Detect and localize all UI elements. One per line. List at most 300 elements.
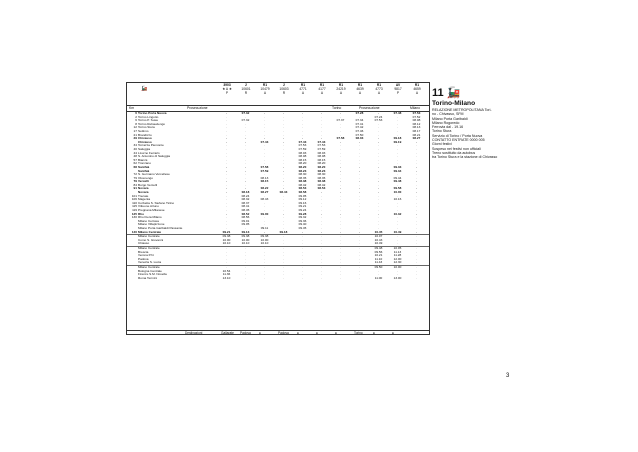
time-cell: · — [244, 264, 247, 269]
time-cell: · — [244, 168, 247, 173]
time-cell: · — [358, 260, 361, 265]
train-note: A — [320, 90, 324, 95]
time-cell: · — [225, 132, 228, 137]
time-cell: 08.27 — [260, 190, 269, 195]
time-cell: · — [415, 197, 418, 202]
km-cell: 34 — [133, 143, 137, 148]
time-cell: · — [377, 179, 380, 184]
km-cell: 125 — [131, 211, 137, 216]
route-note: Servizio di Torino / Porta Nuova — [432, 133, 483, 138]
time-cell: · — [320, 190, 323, 195]
time-cell: · — [415, 157, 418, 162]
time-cell: · — [358, 249, 361, 254]
time-cell: · — [358, 241, 361, 246]
time-cell: · — [263, 200, 266, 205]
time-cell: · — [339, 260, 342, 265]
train-category: R1 — [319, 83, 325, 87]
time-cell: 07.58 — [260, 164, 269, 169]
time-cell: · — [263, 114, 266, 119]
time-cell: · — [415, 215, 418, 220]
train-category: 2 — [245, 83, 247, 87]
route-note: Giorni festivi — [432, 142, 452, 147]
time-cell: · — [415, 146, 418, 151]
time-cell: 09.00 — [260, 211, 269, 216]
time-cell: · — [320, 136, 323, 141]
time-cell: · — [415, 234, 418, 239]
km-cell: 110 — [132, 200, 137, 205]
time-cell: 08.18 — [241, 190, 250, 195]
time-cell: · — [244, 275, 247, 280]
km-cell: 140 — [131, 229, 137, 234]
destination-cell: Torino — [354, 331, 363, 335]
time-cell: · — [282, 136, 285, 141]
time-cell: · — [282, 268, 285, 273]
time-cell: 07.43 — [260, 139, 269, 144]
time-cell: · — [282, 275, 285, 280]
station-name: Vittuone Arluno — [138, 205, 159, 209]
time-cell: · — [263, 253, 266, 258]
time-cell: · — [320, 229, 323, 234]
time-cell: · — [244, 150, 247, 155]
destination-cell: Padova — [278, 331, 289, 335]
train-note: R — [244, 90, 248, 95]
time-cell: · — [415, 264, 418, 269]
time-cell: 09.38 — [260, 234, 269, 239]
time-cell: · — [339, 168, 342, 173]
time-cell: · — [263, 229, 266, 234]
time-cell: 09.19 — [393, 139, 402, 144]
station-name: Santhià — [138, 169, 150, 173]
time-cell: 08.08 — [412, 118, 421, 123]
time-cell: 08.53 — [317, 186, 326, 191]
time-cell: · — [320, 253, 323, 258]
legend-milano: Milano — [410, 106, 420, 110]
station-name: Roma Termini — [138, 276, 158, 280]
time-cell: · — [263, 143, 266, 148]
time-cell: 08.08 — [298, 154, 307, 159]
time-cell: · — [282, 260, 285, 265]
time-cell: · — [263, 121, 266, 126]
train-icon: 🚂 — [446, 87, 461, 99]
time-cell: 10.05 — [393, 245, 402, 250]
time-cell: · — [358, 146, 361, 151]
time-cell: 08.45 — [241, 208, 250, 213]
time-cell: · — [301, 121, 304, 126]
time-cell: 09.11 — [260, 226, 269, 230]
time-cell: · — [263, 215, 266, 220]
time-cell: 08.03 — [317, 150, 326, 155]
time-cell: · — [244, 136, 247, 141]
time-cell: · — [415, 168, 418, 173]
train-category: AV — [395, 83, 401, 87]
time-cell: · — [415, 182, 418, 187]
time-cell: · — [263, 118, 266, 123]
time-cell: · — [301, 256, 304, 261]
time-cell: · — [339, 253, 342, 258]
destination-cell: Padova — [240, 331, 251, 335]
time-cell: 08.21 — [412, 132, 421, 137]
train-column-header — [352, 84, 368, 96]
time-cell: · — [339, 200, 342, 205]
time-cell: 10.10 — [241, 241, 250, 246]
time-cell: · — [415, 186, 418, 191]
time-cell: · — [282, 157, 285, 162]
time-cell: · — [320, 260, 323, 265]
station-name: Milano Villapizzone — [138, 223, 165, 227]
time-cell: · — [377, 197, 380, 202]
time-cell: 09.21 — [298, 204, 307, 209]
train-column-header — [371, 84, 387, 96]
route-info — [432, 86, 516, 160]
route-note: Treno sostituito da autobus — [432, 150, 476, 155]
time-cell: · — [396, 157, 399, 162]
time-cell: 08.58 — [298, 190, 307, 195]
time-cell: 07.58 — [336, 136, 345, 141]
time-cell: 10.32 — [393, 211, 402, 216]
station-name: Como S. Giovanni — [138, 238, 164, 242]
time-cell: · — [282, 172, 285, 177]
station-name: Milano Centrale — [138, 230, 162, 234]
time-cell: 07.32 — [241, 111, 250, 115]
time-cell: 08.38 — [317, 179, 326, 184]
time-cell: 09.28 — [298, 211, 307, 216]
train-note: A — [377, 90, 381, 95]
time-cell: · — [358, 157, 361, 162]
timetable-header — [127, 83, 429, 106]
time-cell: · — [282, 241, 285, 246]
time-cell: · — [377, 211, 380, 216]
station-name: Magenta — [138, 198, 151, 202]
route-note: Milano Rogoredo — [432, 120, 460, 125]
time-cell: · — [244, 157, 247, 162]
time-cell: · — [358, 164, 361, 169]
time-cell: 10.00 — [393, 264, 402, 269]
table-row — [127, 277, 429, 281]
time-cell: 10.45 — [374, 229, 383, 234]
km-cell: 48 — [133, 154, 137, 159]
station-name: Torino P. Susa — [138, 119, 158, 123]
time-cell: 08.35 — [317, 175, 326, 180]
time-cell: 09.12 — [298, 197, 307, 202]
time-cell: · — [320, 268, 323, 273]
route-number: 11 🚂 — [432, 87, 461, 99]
time-cell: · — [244, 268, 247, 273]
time-cell: · — [358, 204, 361, 209]
time-cell: · — [282, 226, 285, 230]
time-cell: · — [301, 272, 304, 277]
time-cell: · — [339, 256, 342, 261]
time-cell: 08.17 — [412, 128, 421, 133]
time-cell: · — [282, 182, 285, 187]
time-cell: · — [225, 150, 228, 155]
train-number: 10603 — [279, 86, 289, 91]
time-cell: · — [225, 128, 228, 133]
time-cell: · — [225, 114, 228, 119]
time-cell: · — [415, 226, 418, 230]
time-cell: · — [396, 215, 399, 220]
time-cell: · — [377, 164, 380, 169]
time-cell: · — [339, 190, 342, 195]
km-cell: 115 — [132, 204, 137, 209]
station-name: Torino Stura — [138, 126, 155, 130]
time-cell: · — [396, 172, 399, 177]
time-cell: · — [282, 164, 285, 169]
time-cell: 09.16 — [298, 200, 307, 205]
time-cell: · — [301, 275, 304, 280]
time-cell: · — [415, 200, 418, 205]
time-cell: · — [282, 215, 285, 220]
destination-cell: ● — [259, 331, 261, 335]
time-cell: · — [377, 272, 380, 277]
time-cell: · — [244, 154, 247, 159]
time-cell: · — [301, 249, 304, 254]
destination-cell: ● — [392, 331, 394, 335]
time-cell: 09.13 — [241, 229, 250, 234]
time-cell: 10.10 — [222, 241, 231, 246]
train-note: A — [339, 90, 343, 95]
time-cell: · — [377, 218, 380, 223]
time-cell: · — [263, 218, 266, 223]
time-cell: · — [339, 121, 342, 126]
time-cell: · — [225, 111, 228, 115]
time-cell: · — [415, 139, 418, 144]
time-cell: 08.24 — [241, 193, 250, 198]
time-cell: · — [301, 136, 304, 141]
time-cell: 11.10 — [374, 256, 383, 261]
station-name: Torino Lingotto — [138, 115, 159, 119]
time-cell: · — [396, 146, 399, 151]
time-cell: · — [415, 154, 418, 159]
time-cell: · — [396, 272, 399, 277]
time-cell: · — [415, 164, 418, 169]
train-note: R — [282, 90, 286, 95]
time-cell: · — [415, 218, 418, 223]
time-cell: · — [339, 125, 342, 130]
time-cell: · — [282, 200, 285, 205]
train-number: 10479 — [260, 86, 270, 91]
time-cell: · — [225, 215, 228, 220]
time-cell: · — [225, 204, 228, 209]
time-cell: 07.43 — [317, 139, 326, 144]
time-cell: · — [339, 172, 342, 177]
train-number: 10601 — [241, 86, 251, 91]
time-cell: · — [282, 245, 285, 250]
time-cell: · — [263, 272, 266, 277]
time-cell: · — [415, 245, 418, 250]
time-cell: · — [225, 172, 228, 177]
time-cell: · — [301, 241, 304, 246]
time-cell: · — [263, 146, 266, 151]
route-note: no - Chivasso, SFM — [432, 112, 464, 117]
time-cell: 08.42 — [317, 182, 326, 187]
time-cell: · — [415, 143, 418, 148]
time-cell: · — [244, 256, 247, 261]
time-cell: 07.59 — [260, 168, 269, 173]
time-cell: · — [282, 197, 285, 202]
time-cell: · — [415, 175, 418, 180]
time-cell: 08.30 — [317, 172, 326, 177]
time-cell: · — [339, 226, 342, 230]
time-cell: · — [263, 157, 266, 162]
time-cell: 09.18 — [279, 229, 288, 234]
time-cell: · — [358, 234, 361, 239]
train-number: 4773 — [375, 86, 383, 91]
time-cell: · — [244, 182, 247, 187]
time-cell: · — [396, 208, 399, 213]
time-cell: · — [263, 182, 266, 187]
time-cell: · — [320, 128, 323, 133]
time-cell: · — [377, 128, 380, 133]
destination-cell: ● — [316, 331, 318, 335]
time-cell: 12.00 — [393, 256, 402, 261]
time-cell: 10.07 — [374, 234, 383, 239]
station-name: Verona P.N. — [138, 254, 155, 258]
time-cell: · — [339, 275, 342, 280]
station-name: S. Germano Vercellese — [138, 173, 170, 177]
train-note: P — [225, 90, 229, 95]
time-cell: · — [339, 182, 342, 187]
time-cell: 08.20 — [298, 164, 307, 169]
station-name: Livorno Ferraris — [138, 151, 160, 155]
time-cell: 08.20 — [317, 161, 326, 166]
time-cell: · — [282, 143, 285, 148]
time-cell: 08.32 — [241, 197, 250, 202]
train-column-header — [314, 84, 330, 96]
time-cell: · — [282, 161, 285, 166]
time-cell: · — [225, 218, 228, 223]
time-cell: 09.45 — [298, 226, 307, 230]
train-number: 4659 — [413, 86, 421, 91]
time-cell: 09.50 — [374, 264, 383, 269]
time-cell: · — [225, 253, 228, 258]
time-cell: · — [377, 190, 380, 195]
time-cell: 08.03 — [298, 150, 307, 155]
time-cell: · — [377, 150, 380, 155]
time-cell: · — [244, 143, 247, 148]
time-cell: · — [263, 136, 266, 141]
time-cell: 08.56 — [241, 215, 250, 220]
station-name: Pregnana Milanese — [138, 209, 165, 213]
station-name: Rho — [138, 212, 145, 216]
time-cell: · — [320, 237, 323, 242]
station-name: Chivasso — [138, 140, 152, 144]
time-cell: 10.21 — [374, 253, 383, 258]
time-cell: · — [358, 264, 361, 269]
time-cell: · — [225, 121, 228, 126]
time-cell: · — [396, 125, 399, 130]
time-cell: · — [339, 143, 342, 148]
time-cell: · — [263, 264, 266, 269]
time-cell: · — [282, 204, 285, 209]
station-name: Olcenengo — [138, 176, 153, 180]
timetable — [126, 82, 430, 335]
time-cell: 10.00 — [222, 237, 231, 242]
time-cell: · — [415, 204, 418, 209]
time-cell: · — [339, 186, 342, 191]
train-column-header — [257, 84, 273, 96]
time-cell: · — [396, 241, 399, 246]
time-cell: · — [358, 154, 361, 159]
time-cell: 07.41 — [355, 121, 364, 126]
time-cell: · — [377, 193, 380, 198]
station-name: Saluggia — [138, 147, 151, 151]
legend-prosecuzione-2: Prosecuzione — [359, 106, 380, 110]
time-cell: · — [415, 179, 418, 184]
time-cell: · — [244, 114, 247, 119]
train-number: ★ A ★ — [222, 86, 232, 91]
time-cell: · — [225, 249, 228, 254]
train-note: A — [263, 90, 267, 95]
time-cell: 08.41 — [241, 204, 250, 209]
time-cell: · — [244, 128, 247, 133]
time-cell: 08.42 — [298, 182, 307, 187]
time-cell: · — [358, 208, 361, 213]
time-cell: · — [282, 175, 285, 180]
time-cell: · — [396, 114, 399, 119]
time-cell: 07.59 — [317, 146, 326, 151]
time-cell: 10.49 — [393, 229, 402, 234]
time-cell: 09.44 — [393, 175, 402, 180]
time-cell: · — [282, 249, 285, 254]
time-cell: · — [282, 154, 285, 159]
time-cell: · — [377, 186, 380, 191]
station-name: S. Antonino di Saluggia — [138, 155, 170, 159]
train-note: A — [301, 90, 305, 95]
time-cell: · — [225, 226, 228, 230]
km-cell: 8 — [135, 121, 137, 126]
station-name: Novara — [138, 191, 149, 195]
time-cell: · — [358, 114, 361, 119]
time-cell: · — [339, 272, 342, 277]
time-cell: · — [244, 164, 247, 169]
time-cell: 12.30 — [393, 260, 402, 265]
train-category: R1 — [262, 83, 268, 87]
time-cell: · — [396, 161, 399, 166]
time-cell: · — [358, 211, 361, 216]
time-cell: · — [358, 190, 361, 195]
time-cell: · — [320, 222, 323, 227]
train-number: 4639 — [356, 86, 364, 91]
time-cell: · — [320, 245, 323, 250]
time-cell: · — [320, 197, 323, 202]
time-cell: · — [358, 237, 361, 242]
train-category: R1 — [376, 83, 382, 87]
page-number: 3 — [506, 373, 510, 379]
time-cell: · — [339, 249, 342, 254]
station-name: Milano Certosa — [138, 219, 159, 223]
time-cell: · — [339, 146, 342, 151]
time-cell: 08.15 — [260, 179, 269, 184]
time-cell: · — [282, 132, 285, 137]
time-cell: · — [377, 175, 380, 180]
time-cell: · — [263, 193, 266, 198]
km-cell: 79 — [133, 179, 137, 184]
time-cell: · — [225, 125, 228, 130]
km-cell: 6 — [135, 118, 137, 123]
km-cell: 17 — [133, 128, 137, 133]
time-cell: · — [282, 234, 285, 239]
time-cell: · — [377, 132, 380, 137]
train-category: R1 — [338, 83, 344, 87]
time-cell: · — [320, 215, 323, 220]
time-cell: · — [339, 114, 342, 119]
time-cell: · — [301, 118, 304, 123]
time-cell: 07.34 — [355, 118, 364, 123]
time-cell: · — [377, 215, 380, 220]
time-cell: · — [377, 172, 380, 177]
km-cell: 29 — [133, 136, 137, 141]
time-cell: · — [282, 211, 285, 216]
